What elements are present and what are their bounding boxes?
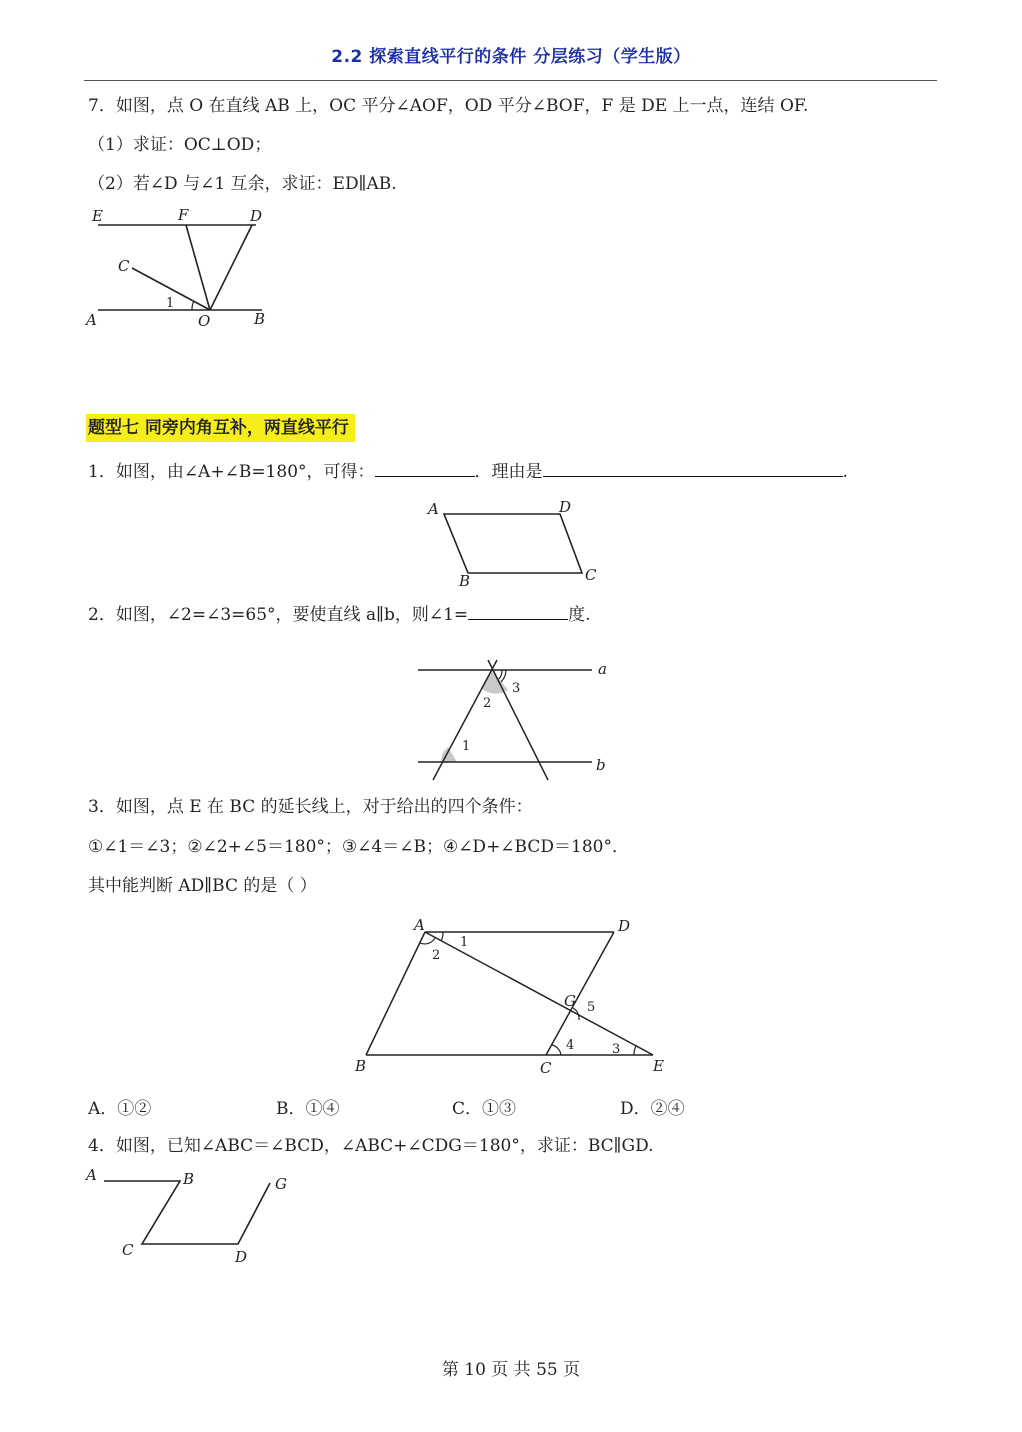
q7-label-c: C: [118, 257, 130, 275]
q3-label-5: 5: [587, 1000, 596, 1015]
q3-option-a[interactable]: A．①②: [88, 1099, 152, 1119]
angle-1-arc: [192, 301, 194, 310]
q2-label-2: 2: [483, 696, 492, 711]
section-heading: 题型七 同旁内角互补，两直线平行: [86, 414, 355, 442]
q1-label-d: D: [559, 498, 572, 516]
q7-label-a: A: [86, 311, 97, 329]
angle-1-arc: [441, 932, 443, 941]
q7-label-e: E: [92, 207, 103, 225]
q7-label-1: 1: [166, 296, 175, 311]
segment-ab: [366, 932, 425, 1055]
q1-answer-blank[interactable]: [375, 458, 475, 477]
segment-of: [186, 225, 210, 310]
segment-od: [210, 225, 252, 310]
q3-option-b[interactable]: B．①④: [276, 1099, 340, 1119]
q7-label-d: D: [250, 207, 263, 225]
q4-label-b: B: [183, 1170, 195, 1188]
q3-stem: 3．如图，点 E 在 BC 的延长线上，对于给出的四个条件：: [88, 797, 533, 817]
q2-answer-blank[interactable]: [468, 601, 568, 620]
q3-label-b: B: [355, 1057, 367, 1075]
q4-label-d: D: [235, 1248, 248, 1266]
q3-label-1: 1: [460, 935, 469, 950]
q3-option-c[interactable]: C．①③: [452, 1099, 517, 1119]
q7-part2: （2）若∠D 与∠1 互余，求证：ED∥AB.: [88, 174, 397, 194]
q1-label-b: B: [459, 572, 471, 590]
q1-label-a: A: [428, 500, 439, 518]
q7-label-o: O: [198, 312, 211, 330]
segment-dc: [546, 932, 614, 1055]
q1-text-b: ．理由是: [474, 462, 543, 482]
polyline-abcdg: [104, 1181, 270, 1244]
header-divider: [84, 80, 937, 81]
q2-label-b: b: [596, 756, 606, 774]
q2-label-a: a: [598, 660, 607, 678]
q3-label-e: E: [653, 1057, 664, 1075]
q2-text-a: 2．如图，∠2=∠3=65°，要使直线 a∥b，则∠1=: [88, 605, 469, 625]
q2-label-3: 3: [512, 681, 521, 696]
q4-label-c: C: [122, 1241, 134, 1259]
q1-reason-blank[interactable]: [543, 458, 843, 477]
q3-option-d[interactable]: D．②④: [620, 1099, 685, 1119]
angle-3-arc: [634, 1046, 636, 1055]
segment-ae: [425, 932, 653, 1055]
q3-question: 其中能判断 AD∥BC 的是（ ）: [88, 876, 317, 896]
q1-text-c: .: [842, 462, 848, 482]
q2-text-b: 度.: [568, 605, 591, 625]
q3-label-g: G: [564, 992, 576, 1010]
q1-label-c: C: [585, 566, 597, 584]
q7-figure: [80, 200, 280, 335]
q1-line: [88, 458, 848, 484]
q2-label-1: 1: [462, 739, 471, 754]
q2-line: [88, 601, 591, 627]
q3-figure: [350, 910, 675, 1080]
angle-4-arc: [552, 1045, 561, 1055]
q3-label-3: 3: [612, 1042, 621, 1057]
q3-conditions: ①∠1＝∠3；②∠2+∠5＝180°；③∠4＝∠B；④∠D+∠BCD＝180°．: [88, 837, 629, 857]
q3-label-4: 4: [566, 1038, 575, 1053]
q3-label-a: A: [414, 916, 425, 934]
q2-figure: [410, 640, 620, 785]
q3-label-d: D: [618, 917, 631, 935]
q7-part1: （1）求证：OC⊥OD；: [88, 135, 272, 155]
q4-stem: 4．如图，已知∠ABC＝∠BCD，∠ABC+∠CDG＝180°，求证：BC∥GD.: [88, 1136, 654, 1156]
parallelogram-abcd: [444, 514, 582, 573]
q3-label-2: 2: [432, 948, 441, 963]
q7-label-f: F: [178, 206, 189, 224]
q4-figure: [80, 1160, 300, 1270]
page-footer-number: 第 10 页 共 55 页: [441, 1360, 581, 1380]
q3-label-c: C: [540, 1059, 552, 1077]
q7-stem: 7．如图，点 O 在直线 AB 上，OC 平分∠AOF，OD 平分∠BOF，F 是 DE 上一点，连结 OF.: [88, 96, 809, 116]
angle-3-arc-inner: [499, 670, 502, 679]
q4-label-a: A: [86, 1166, 97, 1184]
q4-label-g: G: [275, 1175, 287, 1193]
page-header-title: 2.2 探索直线平行的条件 分层练习（学生版）: [331, 47, 691, 67]
q1-figure: [420, 495, 610, 593]
q1-text-a: 1．如图，由∠A+∠B=180°，可得：: [88, 462, 375, 482]
q7-label-b: B: [254, 310, 266, 328]
